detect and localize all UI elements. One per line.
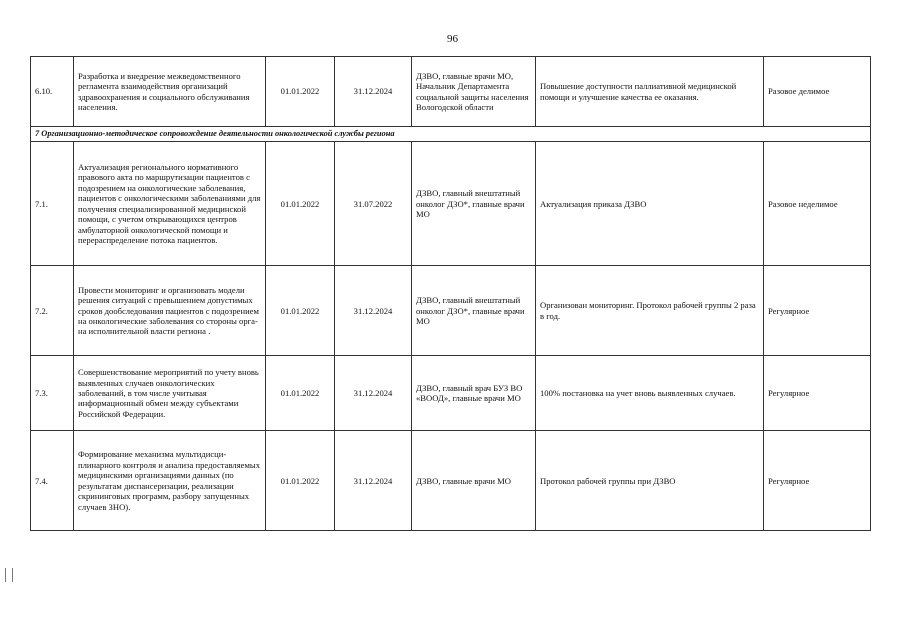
end-date: 31.12.2024: [335, 431, 412, 531]
responsible: ДЗВО, главный внештатный онколог ДЗО*, главные врачи МО: [412, 142, 536, 266]
row-number: 7.2.: [31, 266, 74, 356]
result: Повышение доступности паллиативной медицинской помощи и улучшение качества ее оказания.: [536, 57, 764, 127]
result: Актуализация приказа ДЗВО: [536, 142, 764, 266]
result: 100% постановка на учет вновь выявленных случаев.: [536, 356, 764, 431]
margin-mark: [5, 568, 13, 582]
section-row: [31, 127, 871, 142]
start-date: 01.01.2022: [266, 57, 335, 127]
measure-type: Регулярное: [764, 356, 871, 431]
measures-table: [30, 56, 871, 531]
action-description: Актуализация регионального нормативного правового акта по маршрутизации пациентов с подозрением на онкологические заболевания, пациентов с онкологическими заболеваниями для получения специализированной медицинской помощи, с учетом открывающихся центров амбулаторной онкологической помощи и перераспределение потока пациентов.: [74, 142, 266, 266]
row-number: 6.10.: [31, 57, 74, 127]
measure-type: Разовое неделимое: [764, 142, 871, 266]
row-number: 7.1.: [31, 142, 74, 266]
table-row: [31, 356, 871, 431]
table-row: [31, 57, 871, 127]
section-title: 7 Организационно-методическое сопровождение деятельности онкологической службы региона: [31, 127, 871, 142]
responsible: ДЗВО, главный врач БУЗ ВО «ВООД», главные врачи МО: [412, 356, 536, 431]
measure-type: Разовое делимое: [764, 57, 871, 127]
table-row: [31, 142, 871, 266]
table-row: [31, 431, 871, 531]
end-date: 31.12.2024: [335, 57, 412, 127]
responsible: ДЗВО, главные врачи МО: [412, 431, 536, 531]
end-date: 31.07.2022: [335, 142, 412, 266]
start-date: 01.01.2022: [266, 431, 335, 531]
page-number: 96: [447, 33, 458, 45]
action-description: Формирование механизма мультидисциплинарного контроля и анализа предоставляемых медицинскими организациями данных (по результатам диспансеризации, реализации скрининговых программ, разбору запущенных случаев ЗНО).: [74, 431, 266, 531]
measure-type: Регулярное: [764, 266, 871, 356]
end-date: 31.12.2024: [335, 266, 412, 356]
end-date: 31.12.2024: [335, 356, 412, 431]
start-date: 01.01.2022: [266, 356, 335, 431]
row-number: 7.4.: [31, 431, 74, 531]
start-date: 01.01.2022: [266, 142, 335, 266]
action-description: Провести мониторинг и организовать модели решения ситуаций с превышением допустимых сроков дообследования пациентов с подозрением на онкологические заболевания со стороны органа исполнительной власти региона .: [74, 266, 266, 356]
result: Протокол рабочей группы при ДЗВО: [536, 431, 764, 531]
row-number: 7.3.: [31, 356, 74, 431]
action-description: Разработка и внедрение межведомственного регламента взаимодействия организаций здравоохранения и социального обслуживания населения.: [74, 57, 266, 127]
table-row: [31, 266, 871, 356]
responsible: ДЗВО, главные врачи МО, Начальник Департамента социальной защиты населения Вологодской области: [412, 57, 536, 127]
result: Организован мониторинг. Протокол рабочей группы 2 раза в год.: [536, 266, 764, 356]
action-description: Совершенствование мероприятий по учету вновь выявленных случаев онкологических заболеваний, в том числе учитывая информационный обмен между субъектами Российской Федерации.: [74, 356, 266, 431]
responsible: ДЗВО, главный внештатный онколог ДЗО*, главные врачи МО: [412, 266, 536, 356]
measure-type: Регулярное: [764, 431, 871, 531]
start-date: 01.01.2022: [266, 266, 335, 356]
